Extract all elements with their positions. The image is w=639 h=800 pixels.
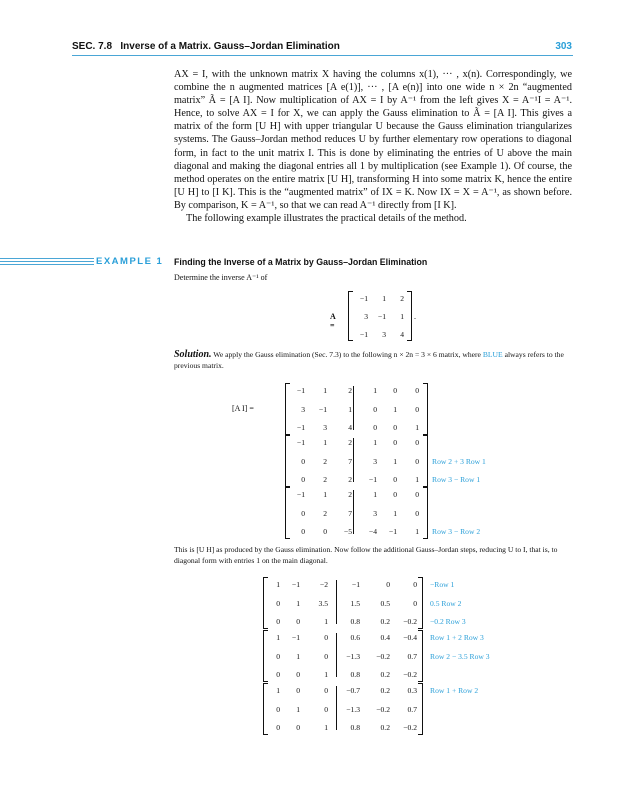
matrix-cell: 0 [393, 490, 397, 499]
example-title: Finding the Inverse of a Matrix by Gauss–Jordan Elimination [174, 257, 428, 267]
matrix-cell: 0 [276, 617, 280, 626]
matrix-cell: 0 [324, 686, 328, 695]
matrix-cell: −1 [296, 490, 305, 499]
matrix-cell: 0 [296, 670, 300, 679]
matrix-cell: 1 [296, 598, 300, 608]
section-number: SEC. 7.8 [72, 41, 113, 52]
matrix-cell: 1 [296, 651, 300, 661]
matrix-cell: 1 [296, 704, 300, 714]
augment-separator [353, 438, 354, 482]
matrix-cell: 0 [301, 527, 305, 536]
solution-text-after: always refers to the previous matrix. [174, 350, 564, 370]
matrix-cell: 0.2 [380, 723, 390, 732]
matrix-cell: 1 [415, 527, 419, 536]
matrix-cell: −1 [388, 527, 397, 536]
matrix-cell: 0 [393, 423, 397, 432]
matrix-cell: −0.2 [376, 651, 390, 661]
matrix-cell: 2 [323, 456, 327, 466]
matrix-cell: −0.7 [346, 686, 360, 695]
matrix-cell: 0 [276, 598, 280, 608]
row-operation-note: Row 2 + 3 Row 1 [432, 456, 486, 466]
matrix-cell: 0 [296, 723, 300, 732]
matrix-cell: −1 [359, 330, 368, 339]
matrix-cell: 3 [301, 404, 305, 414]
augment-separator [353, 386, 354, 430]
matrix-cell: 0 [393, 475, 397, 484]
matrix-cell: 2 [400, 294, 404, 303]
matrix-cell: 0 [415, 456, 419, 466]
matrix-cell: 0.4 [380, 633, 390, 642]
matrix-cell: 1 [415, 475, 419, 484]
example-label: EXAMPLE 1 [96, 256, 164, 267]
matrix-cell: −1 [318, 404, 327, 414]
matrix-cell: 3 [364, 312, 368, 321]
matrix-cell: 0 [415, 438, 419, 447]
matrix-cell: 0 [373, 404, 377, 414]
matrix-cell: 1 [373, 438, 377, 447]
matrix-cell: 4 [400, 330, 404, 339]
matrix-cell: −0.2 [403, 723, 417, 732]
matrix-cell: 0 [324, 704, 328, 714]
augmented-label: [A I] = [232, 404, 254, 413]
row-operation-note: Row 2 − 3.5 Row 3 [430, 651, 490, 661]
matrix-cell: 0.2 [380, 617, 390, 626]
matrix-cell: 3.5 [318, 598, 328, 608]
matrix-cell: −1 [296, 386, 305, 395]
matrix-cell: 1 [276, 580, 280, 589]
matrix-cell: 0 [393, 386, 397, 395]
header-rule [72, 55, 573, 56]
right-bracket [418, 630, 423, 682]
matrix-cell: 7 [348, 508, 352, 518]
row-operation-note: Row 3 − Row 1 [432, 475, 481, 484]
matrix-cell: −1 [351, 580, 360, 589]
matrix-cell: 0.8 [350, 670, 360, 679]
period: . [414, 312, 416, 321]
right-bracket [407, 291, 412, 341]
matrix-cell: 3 [373, 456, 377, 466]
matrix-cell: 2 [348, 490, 352, 499]
matrix-cell: 1 [324, 723, 328, 732]
matrix-cell: −1 [368, 475, 377, 484]
augment-separator [353, 490, 354, 534]
solution-paragraph [174, 350, 572, 371]
matrix-cell: 1 [276, 633, 280, 642]
matrix-cell: −1 [359, 294, 368, 303]
matrix-cell: −0.2 [403, 670, 417, 679]
matrix-cell: 3 [323, 423, 327, 432]
intro-text [174, 68, 572, 225]
matrix-cell: −4 [368, 527, 377, 536]
matrix-cell: 1 [348, 404, 352, 414]
matrix-cell: 0 [415, 386, 419, 395]
matrix-cell: 4 [348, 423, 352, 432]
matrix-cell: 0.8 [350, 723, 360, 732]
matrix-cell: 0 [393, 438, 397, 447]
matrix-cell: −1 [296, 423, 305, 432]
matrix-cell: 0 [276, 670, 280, 679]
matrix-cell: 0 [415, 508, 419, 518]
matrix-cell: 0 [415, 490, 419, 499]
matrix-cell: 1 [323, 438, 327, 447]
matrix-cell: 1 [400, 312, 404, 321]
matrix-A-label: A = [330, 312, 336, 330]
right-bracket [423, 435, 428, 487]
matrix-cell: 0 [373, 423, 377, 432]
matrix-cell: 0 [324, 651, 328, 661]
matrix-cell: 7 [348, 456, 352, 466]
matrix-cell: −0.2 [376, 704, 390, 714]
matrix-cell: 1 [324, 670, 328, 679]
matrix-cell: 0 [296, 617, 300, 626]
row-operation-note: −Row 1 [430, 580, 455, 589]
matrix-cell: 1 [373, 490, 377, 499]
matrix-cell: 2 [323, 475, 327, 484]
matrix-cell: 1 [393, 508, 397, 518]
matrix-cell: 2 [348, 475, 352, 484]
row-operation-note: Row 1 + Row 2 [430, 686, 479, 695]
matrix-cell: 0 [323, 527, 327, 536]
matrix-cell: 1 [276, 686, 280, 695]
matrix-cell: −2 [319, 580, 328, 589]
row-operation-note: Row 3 − Row 2 [432, 527, 481, 536]
matrix-cell: −1 [291, 633, 300, 642]
solution-text-before: We apply the Gauss elimination (Sec. 7.3) to the following n × 2n = 3 × 6 matrix, where [213, 350, 481, 359]
matrix-cell: 0 [301, 456, 305, 466]
matrix-cell: 1.5 [350, 598, 360, 608]
right-bracket [418, 683, 423, 735]
matrix-cell: 1 [415, 423, 419, 432]
matrix-cell: 0.2 [380, 670, 390, 679]
matrix-cell: 0.6 [350, 633, 360, 642]
matrix-cell: 0 [276, 651, 280, 661]
matrix-cell: 0.5 [380, 598, 390, 608]
matrix-cell: 2 [348, 438, 352, 447]
matrix-cell: 0 [301, 508, 305, 518]
matrix-cell: 1 [323, 490, 327, 499]
matrix-cell: 1 [393, 404, 397, 414]
matrix-cell: −1 [291, 580, 300, 589]
matrix-cell: −1 [296, 438, 305, 447]
row-operation-note: −0.2 Row 3 [430, 617, 466, 626]
matrix-cell: −1 [377, 312, 386, 321]
matrix-cell: 1 [324, 617, 328, 626]
matrix-cell: 0 [415, 404, 419, 414]
matrix-cell: 0 [301, 475, 305, 484]
matrix-cell: 1 [393, 456, 397, 466]
matrix-cell: 3 [382, 330, 386, 339]
matrix-cell: 0 [413, 598, 417, 608]
matrix-cell: 0 [276, 704, 280, 714]
matrix-cell: 0.2 [380, 686, 390, 695]
matrix-cell: 0 [324, 633, 328, 642]
matrix-cell: 0 [276, 723, 280, 732]
matrix-cell: 2 [323, 508, 327, 518]
matrix-cell: 3 [373, 508, 377, 518]
matrix-cell: 0 [413, 580, 417, 589]
matrix-cell: −0.2 [403, 617, 417, 626]
matrix-cell: 0.7 [407, 704, 417, 714]
section-title: Inverse of a Matrix. Gauss–Jordan Elimination [120, 41, 340, 52]
right-bracket [418, 577, 423, 629]
matrix-cell: −1.3 [346, 651, 360, 661]
determine-text: Determine the inverse A⁻¹ of [174, 273, 268, 282]
matrix-cell: −0.4 [403, 633, 417, 642]
running-header [72, 41, 340, 52]
matrix-cell: 0 [296, 686, 300, 695]
intro-paragraph-2: The following example illustrates the practical details of the method. [186, 213, 467, 225]
blue-word: BLUE [482, 350, 503, 359]
matrix-cell: 0.7 [407, 651, 417, 661]
solution-head: Solution. [174, 349, 212, 360]
matrix-cell: 0.3 [407, 686, 417, 695]
row-operation-note: Row 1 + 2 Row 3 [430, 633, 484, 642]
matrix-cell: −5 [343, 527, 352, 536]
row-operation-note: 0.5 Row 2 [430, 598, 462, 608]
matrix-cell: 1 [382, 294, 386, 303]
intro-paragraph-1: AX = I, with the unknown matrix X having the columns x(1), ··· , x(n). Correspondingly, we combine the n augmented matrices [A e(1)], ··· , [A e(n)] into one wide n × 2n “augmented matrix” Ã = [A I]. Now multiplication of AX = I by A⁻¹ from the left gives X = A⁻¹I = A⁻¹. Hence, to solve AX = I for X, we can apply the Gauss elimination to Ã = [A I]. This gives a matrix of the form [U H] with upper triangular U because the Gauss elimination triangularizes systems. The Gauss–Jordan method reduces U by further elementary row operations to diagonal form, in fact to the unit matrix I. This is done by eliminating the entries of U above the main diagonal and making the diagonal entries all 1 by multiplication (see Example 1). Of course, the method operates on the entire matrix [U H], transforming H into some matrix K, hence the entire [U H] to [I K]. This is the “augmented matrix” of IX = K. Now IX = X = A⁻¹, as shown before. By comparison, K = A⁻¹, so that we can read A⁻¹ directly from [I K]. [174, 69, 572, 211]
page-number: 303 [555, 41, 572, 52]
matrix-cell: −1.3 [346, 704, 360, 714]
right-bracket [423, 487, 428, 539]
matrix-cell: 0.8 [350, 617, 360, 626]
matrix-cell: 1 [323, 386, 327, 395]
matrix-cell: 2 [348, 386, 352, 395]
matrix-cell: 1 [373, 386, 377, 395]
right-bracket [423, 383, 428, 435]
middle-paragraph: This is [U H] as produced by the Gauss elimination. Now follow the additional Gauss–Jordan steps, reducing U to I, that is, to diagonal form with entries 1 on the main diagonal. [174, 545, 558, 565]
matrix-cell: 0 [386, 580, 390, 589]
